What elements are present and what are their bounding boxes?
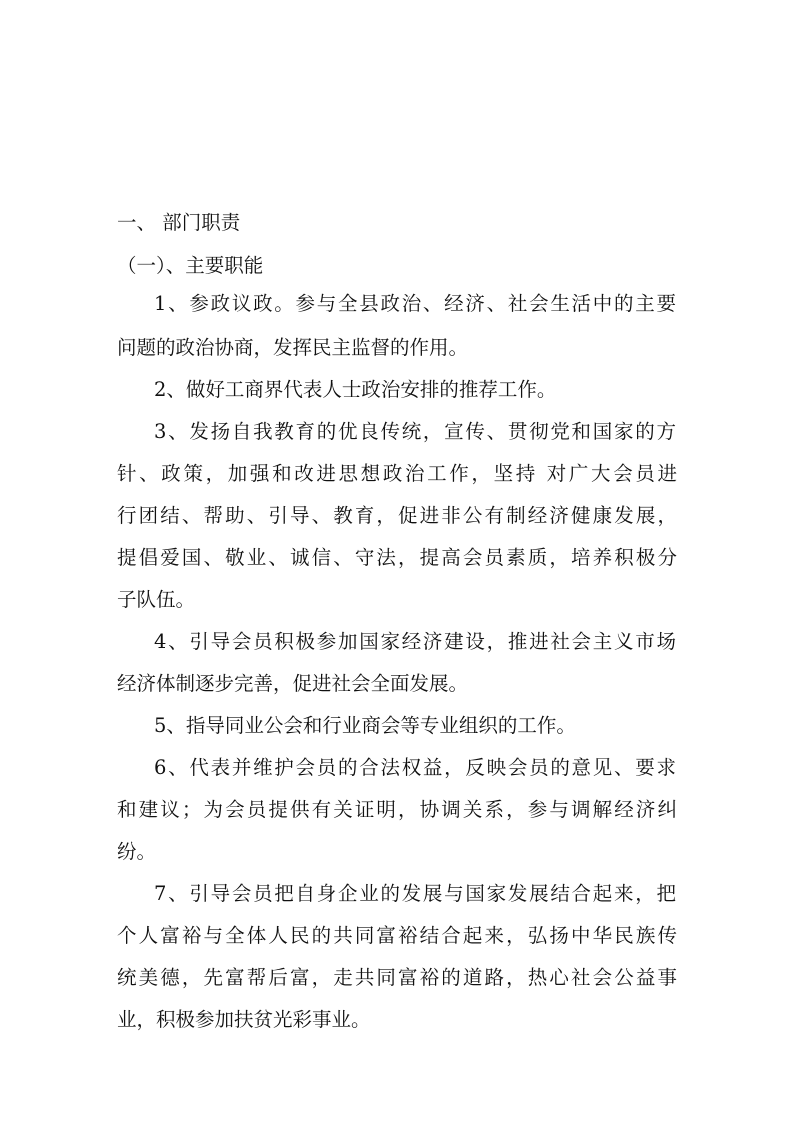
subsection-heading: （一）、主要职能	[117, 254, 264, 277]
paragraph-line: 1、参政议政。参与全县政治、经济、社会生活中的主要	[154, 292, 676, 315]
paragraph-line: 行团结、帮助、引导、教育，促进非公有制经济健康发展，	[117, 504, 677, 527]
paragraph-line: 提倡爱国、敬业、诚信、守法，提高会员素质，培养积极分	[117, 546, 677, 569]
paragraph-line: 个人富裕与全体人民的共同富裕结合起来，弘扬中华民族传	[117, 924, 677, 947]
paragraph-line: 6、代表并维护会员的合法权益，反映会员的意见、要求	[154, 756, 676, 779]
paragraph-line: 纷。	[117, 840, 157, 863]
paragraph-line: 5、指导同业公会和行业商会等专业组织的工作。	[154, 714, 576, 737]
paragraph-line: 3、发扬自我教育的优良传统，宣传、贯彻党和国家的方	[154, 420, 676, 443]
paragraph-line: 业，积极参加扶贫光彩事业。	[117, 1008, 371, 1031]
paragraph-line: 7、引导会员把自身企业的发展与国家发展结合起来，把	[154, 882, 676, 905]
paragraph-line: 经济体制逐步完善，促进社会全面发展。	[117, 672, 469, 695]
paragraph-line: 4、引导会员积极参加国家经济建设，推进社会主义市场	[154, 630, 676, 653]
paragraph-line: 2、做好工商界代表人士政治安排的推荐工作。	[154, 378, 557, 401]
paragraph-line: 和建议；为会员提供有关证明，协调关系，参与调解经济纠	[117, 798, 677, 821]
paragraph-line: 子队伍。	[117, 588, 196, 611]
paragraph-line: 问题的政治协商，发挥民主监督的作用。	[117, 336, 469, 359]
paragraph-line: 统美德，先富帮后富，走共同富裕的道路，热心社会公益事	[117, 966, 677, 989]
paragraph-line: 针、政策，加强和改进思想政治工作，坚持 对广大会员进	[117, 462, 677, 485]
section-heading: 一、 部门职责	[117, 211, 241, 234]
